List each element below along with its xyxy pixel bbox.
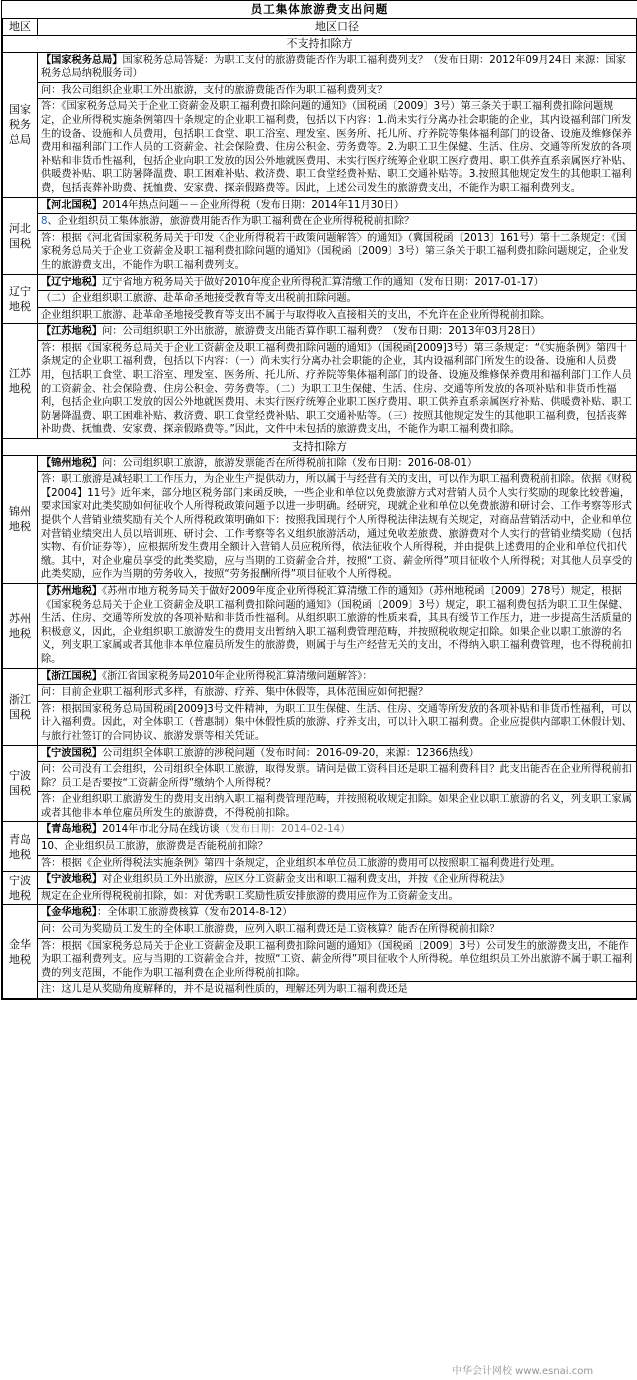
watermark: 中华会计网校 www.esnai.com: [452, 1366, 594, 1377]
region-name: 宁波地税: [3, 872, 38, 905]
region-name: 宁波国税: [3, 745, 38, 822]
scope-text: 答：根据《国家税务总局关于企业工资薪金及职工福利费扣除问题的通知》（国税函〔2009〕3号）公司发生的旅游费支出，不能作为职工福利费列支。应与当期的工资薪金合并，按照“工资、薪金所得”项目征收个人所得税。单位组织员工外出旅游不属于职工福利费的列支范围，不能作为职工福利费在企业所得税前扣除。: [41, 940, 633, 979]
table-row: [3, 888, 637, 905]
scope-cell: [38, 982, 637, 999]
table-row: [3, 762, 637, 792]
section-header-row: [3, 36, 637, 53]
table-row: [3, 99, 637, 197]
scope-text: （二）企业组织职工旅游、赴革命圣地接受教育等支出税前扣除问题。: [41, 293, 357, 305]
scope-cell: [38, 455, 637, 472]
scope-text: 2014年市北分局在线访谈: [102, 824, 220, 836]
scope-text: 《浙江省国家税务局2010年企业所得税汇算清缴问题解答》：: [102, 670, 373, 682]
table-row: [3, 922, 637, 939]
table-row: [3, 982, 637, 999]
table-row: [3, 472, 637, 584]
scope-text: 2014年热点问题－－企业所得税（发布日期：2014年11月30日）: [102, 199, 405, 211]
source-tag: 【金华地税】: [41, 907, 98, 919]
scope-text: 问：公司为奖励员工发生的全体职工旅游费，应列入职工福利费还是工资核算？能否在所得税前扣除？: [41, 924, 500, 936]
source-tag: 【宁波地税】: [41, 874, 103, 886]
region-name: 辽宁地税: [3, 274, 38, 324]
table-row: [3, 583, 637, 668]
section-label: 不支持扣除方: [3, 36, 637, 53]
scope-text: 《苏州市地方税务局关于做好2009年度企业所得税汇算清缴工作的通知》（苏州地税函〔2009〕278号）规定，根据《国家税务总局关于企业工资薪金及职工福利费扣除问题的通知》（国税函〔2009〕3号）规定，职工福利费包括为职工卫生保健、生活、住房、交通等所发放的各项补贴和非货币性福利。从组织职工旅游的性质来看，其具有缓节工作压力，进一步提高生活质量的积极意义，因此，企业组织职工旅游发生的费用支出暂纳入职工福利费管理范畴，并按照税收规定扣除。如果企业以职工旅游的名义，列支职工家属或者其他非本单位雇员所发生的旅游费，则属于与生产经营无关的支出，不得纳入职工福利费管理，也不得税前扣除。: [41, 585, 632, 665]
scope-text: 答：《国家税务总局关于企业工资薪金及职工福利费扣除问题的通知》（国税函〔2009〕3号）第三条关于职工福利费扣除问题规定，企业所得税实施条例第四十条规定的企业职工福利费，包括以下内容：1.尚未实行分离办社会职能的企业，其内设福利部门所发生的设备、设施和人员费用，包括职工食堂、职工浴室、理发室、医务所、托儿所、疗养院等集体福利部门的设备、设施及维修保养费用和福利部门工作人员的工资薪金、社会保险费、住房公积金、劳务费等。2.为职工卫生保健、生活、住房、交通等所发放的各项补贴和非货币性福利，包括企业向职工发放的因公外地就医费用、未实行医疗统筹企业职工医疗费用、职工供养直系亲属医疗补贴、供暖费补贴、职工防暑降温费、职工困难补贴、救济费、职工食堂经费补贴、职工交通补贴等。3.按照其他规定发生的其他职工福利费，包括丧葬补助费、抚恤费、安家费、探亲假路费等。因此，上述公司发生的旅游费支出，不能作为职工福利费列支。: [41, 101, 632, 194]
table-row: [3, 307, 637, 324]
source-tag: 【浙江国税】: [41, 670, 103, 682]
region-name: 金华地税: [3, 905, 38, 999]
scope-text: 问：公司组织职工外出旅游，旅游费支出能否算作职工福利费？（发布日期：2013年03月28日）: [102, 326, 542, 338]
table-row: [3, 197, 637, 214]
scope-cell: [38, 340, 637, 438]
scope-cell: [38, 197, 637, 214]
table-row: [3, 668, 637, 685]
table-row: [3, 340, 637, 438]
section-header-row: [3, 439, 637, 456]
scope-text: 国家税务总局答疑：为职工支付的旅游费能否作为职工福利费列支？（发布日期：2012年09月24日 来源：国家税务总局纳税服务司）: [41, 54, 626, 80]
source-tag: 【河北国税】: [41, 199, 103, 211]
region-name: 青岛地税: [3, 822, 38, 872]
table-row: [3, 291, 637, 308]
scope-cell: [38, 922, 637, 939]
table-row: [3, 938, 637, 982]
scope-cell: [38, 472, 637, 584]
table-row: [3, 274, 637, 291]
scope-text: 答：职工旅游是减轻职工工作压力，为企业生产提供动力，所以属于与经营有关的支出，可以作为职工福利费税前扣除。依据《财税【2004】11号》近年来，部分地区税务部门来函反映，一些企业和单位以免费旅游方式对营销人员个人实行奖励的现象比较普遍，要求国家对此类奖励如何征收个人所得税政策问题予以进一步明确。经研究，现就企业和单位以免费旅游和研讨会、工作考察等形式提供个人营销业绩奖励有关个人所得税政策明确如下：按照我国现行个人所得税法律法规有关规定，对商品营销活动中，企业和单位对营销业绩突出人员以培训班、研讨会、工作考察等名义组织旅游活动，通过免收差旅费、旅游费对个人实行的营销业绩奖励（包括实物、有价证券等），应根据所发生费用全额计入营销人员应税所得，依法征收个人所得税，并由提供上述费用的企业和单位代扣代缴。其中，对企业雇员享受的此类奖励，应与当期的工资薪金合并，按照“工资、薪金所得”项目征收个人所得税；对其他人员享受的此类奖励，应作为当期的劳务收入，按照“劳务报酬所得”项目征收个人所得税。: [41, 474, 633, 581]
scope-cell: [38, 792, 637, 822]
section-label: 支持扣除方: [3, 439, 637, 456]
table-row: [3, 855, 637, 872]
scope-text: 公司组织全体职工旅游的涉税问题（发布时间：2016-09-20，来源：12366热线）: [102, 747, 479, 759]
source-tag: 【江苏地税】: [41, 326, 103, 338]
table-row: [3, 839, 637, 856]
scope-text: ：全体职工旅游费核算（发布2014-8-12）: [97, 907, 293, 919]
scope-cell: [38, 685, 637, 702]
source-tag: 【宁波国税】: [41, 747, 103, 759]
scope-text: 问：公司没有工会组织，公司组织全体职工旅游，取得发票。请问是做工资科目还是职工福利费科目？此支出能否在企业所得税前扣除？员工是否要按“工资薪金所得”缴纳个人所得税？: [41, 764, 632, 789]
scope-cell: [38, 52, 637, 82]
table-body: [3, 19, 637, 999]
table-row: [3, 872, 637, 889]
item-number: 8: [41, 216, 48, 228]
region-name: 苏州地税: [3, 583, 38, 668]
scope-text: 问：公司组织职工旅游，旅游发票能否在所得税前扣除（发布日期：2016-08-01）: [102, 457, 478, 469]
source-tag: 【国家税务总局】: [41, 54, 123, 66]
scope-text: 问：我公司组织企业职工外出旅游，支付的旅游费能否作为职工福利费列支？: [41, 84, 388, 96]
table-row: [3, 792, 637, 822]
table-row: [3, 822, 637, 839]
source-tag: 【青岛地税】: [41, 824, 103, 836]
scope-cell: [38, 291, 637, 308]
scope-text: 答：根据《企业所得税法实施条例》第四十条规定，企业组织本单位员工旅游的费用可以按照职工福利费进行处理。: [41, 857, 561, 869]
table-row: [3, 455, 637, 472]
scope-cell: [38, 701, 637, 745]
scope-cell: [38, 99, 637, 197]
scope-cell: [38, 905, 637, 922]
table-row: [3, 324, 637, 341]
table-row: [3, 701, 637, 745]
source-tag: 【锦州地税】: [41, 457, 103, 469]
scope-cell: [38, 214, 637, 231]
table-row: [3, 82, 637, 99]
table-header-row: [3, 19, 637, 36]
page-title: 员工集体旅游费支出问题: [2, 0, 637, 18]
scope-cell: [38, 307, 637, 324]
scope-text: 答：根据国家税务总局国税函[2009]3号文件精神，为职工卫生保健、生活、住房、交通等所发放的各项补贴和非货币性福利，可以计入福利费。因此，对全体职工（普惠制）集中休假性质的旅游、疗养支出，可以计入职工福利费。企业应提供内部职工休假计划、与旅行社签订的合同协议、旅游发票等相关凭证。: [41, 703, 632, 742]
scope-text: 10、企业组织员工旅游，旅游费是否能税前扣除？: [41, 841, 268, 853]
source-tag: 【苏州地税】: [41, 585, 103, 597]
scope-cell: [38, 82, 637, 99]
scope-cell: [38, 839, 637, 856]
scope-cell: [38, 888, 637, 905]
table-row: [3, 214, 637, 231]
scope-cell: [38, 668, 637, 685]
document-sheet: [1, 0, 637, 1000]
scope-text: 答：根据《河北省国家税务局关于印发〈企业所得税若干政策问题解答〉的通知》（冀国税函〔2013〕161号）第十二条规定：《国家税务总局关于企业工资薪金及职工福利费扣除问题的通知》（国税函〔2009〕3号）第三条关于职工福利费扣除问题规定，企业发生的旅游费支出，不能作为职工福利费列支。: [41, 232, 629, 271]
scope-text: 答：企业组织职工旅游发生的费用支出纳入职工福利费管理范畴，并按照税收规定扣除。如果企业以职工旅游的名义，列支职工家属或者其他非本单位雇员所发生的旅游费，不得税前扣除。: [41, 794, 632, 819]
table-row: [3, 905, 637, 922]
scope-text: 辽宁省地方税务局关于做好2010年度企业所得税汇算清缴工作的通知（发布日期：2017-01-17）: [102, 276, 544, 288]
scope-cell: [38, 872, 637, 889]
scope-cell: [38, 762, 637, 792]
table-row: [3, 230, 637, 274]
scope-cell: [38, 583, 637, 668]
header-region: 地区: [3, 19, 38, 36]
scope-cell: [38, 324, 637, 341]
region-name: 江苏地税: [3, 324, 38, 439]
scope-cell: [38, 822, 637, 839]
scope-text: 规定在企业所得税税前扣除，如：对优秀职工奖励性质安排旅游的费用应作为工资薪金支出。: [41, 890, 459, 902]
scope-text: 问：目前企业职工福利形式多样，有旅游、疗养、集中休假等，具体范围应如何把握？: [41, 687, 429, 699]
region-name: 锦州地税: [3, 455, 38, 583]
publish-date: （发布日期：2014-02-14）: [219, 824, 351, 836]
scope-cell: [38, 938, 637, 982]
tax-table: [2, 18, 637, 999]
scope-text: 企业组织职工旅游、赴革命圣地接受教育等支出不属于与取得收入直接相关的支出，不允许在企业所得税前扣除。: [41, 309, 551, 321]
header-scope: 地区口径: [38, 19, 637, 36]
scope-cell: [38, 855, 637, 872]
region-name: 河北国税: [3, 197, 38, 274]
table-row: [3, 685, 637, 702]
region-name: 国家税务总局: [3, 52, 38, 197]
scope-cell: [38, 745, 637, 762]
table-row: [3, 52, 637, 82]
table-row: [3, 745, 637, 762]
scope-cell: [38, 274, 637, 291]
scope-text: 对企业组织员工外出旅游，应区分工资薪金支出和职工福利费支出，并按《企业所得税法》: [102, 874, 510, 886]
scope-text: 注：这儿是从奖励角度解释的，并不是说福利性质的，理解还列为职工福利费还是: [41, 984, 408, 996]
scope-cell: [38, 230, 637, 274]
scope-text: 、企业组织员工集体旅游，旅游费用能否作为职工福利费在企业所得税税前扣除？: [47, 216, 415, 228]
scope-text: 答：根据《国家税务总局关于企业工资薪金及职工福利费扣除问题的通知》（国税函[2009]3号）第三条规定：“《实施条例》第四十条规定的企业职工福利费，包括以下内容：（一）尚未实行分离办社会职能的企业，其内设福利部门所发生的设备、设施和人员费用，包括职工食堂、职工浴室、理发室、医务所、托儿所、疗养院等集体福利部门的设备、设施及维修保养费用和福利部门工作人员的工资薪金、社会保险费、住房公积金、劳务费等。（二）为职工卫生保健、生活、住房、交通等所发放的各项补贴和非货币性福利，包括企业向职工发放的因公外地就医费用、未实行医疗统筹企业职工医疗费用、职工供养直系亲属医疗补贴、供暖费补贴、职工防暑降温费、职工困难补贴、救济费、职工食堂经费补贴、职工交通补贴等。（三）按照其他规定发生的其他职工福利费，包括丧葬补助费、抚恤费、安家费、探亲假路费等。”因此，文件中未包括的旅游费支出，不能作为职工福利费扣除。: [41, 342, 632, 436]
source-tag: 【辽宁地税】: [41, 276, 103, 288]
region-name: 浙江国税: [3, 668, 38, 745]
